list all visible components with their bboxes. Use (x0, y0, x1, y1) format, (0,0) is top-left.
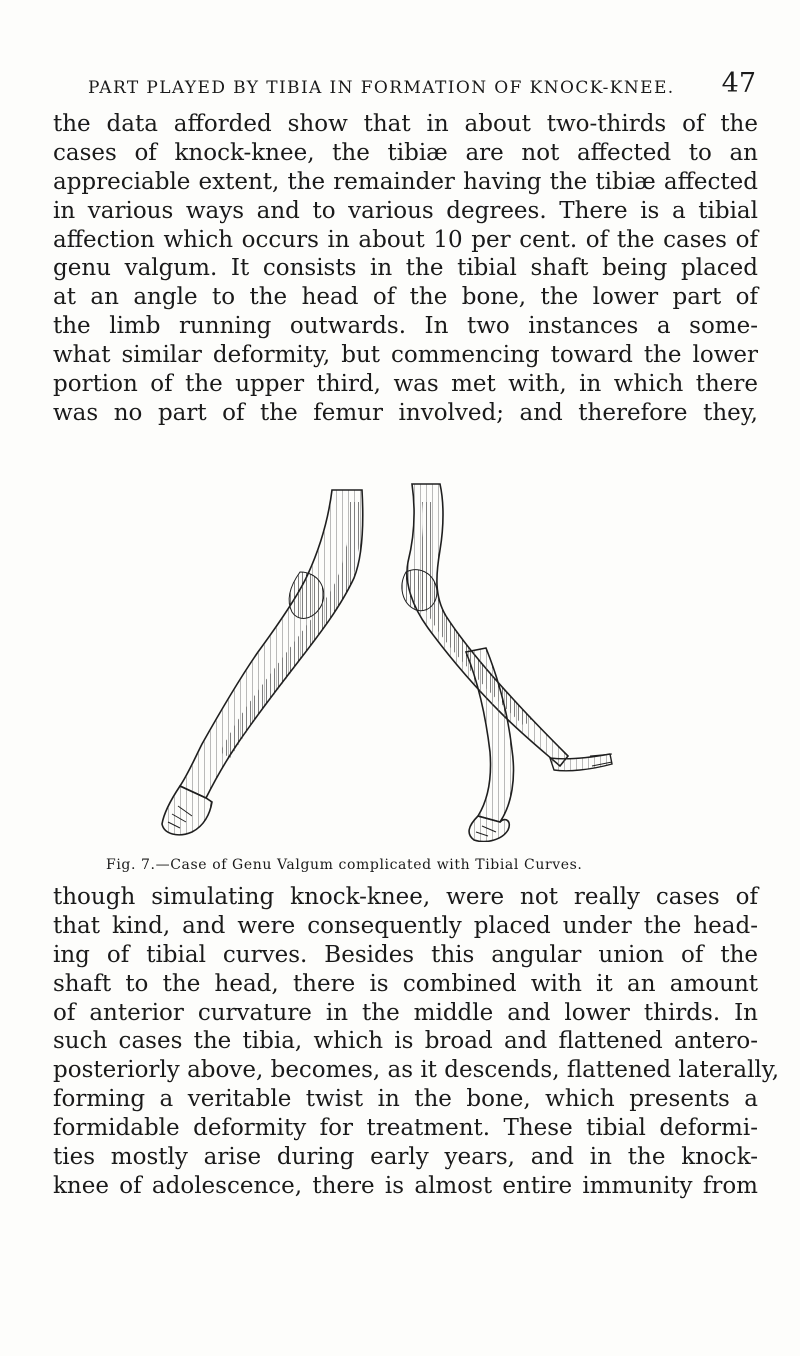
text-line: the data afforded show that in about two-thirds of the (53, 111, 758, 137)
text-line: posteriorly above, becomes, as it descends, flattened laterally, (53, 1057, 780, 1084)
text-line: at an angle to the head of the bone, the lower part of (53, 284, 758, 311)
text-line: cases of knock-knee, the tibiæ are not affected to an (53, 139, 758, 166)
running-title: PART PLAYED BY TIBIA IN FORMATION OF KNOCK-KNEE. (88, 78, 675, 98)
text-line: the limb running outwards. In two instances a some- (53, 313, 758, 340)
text-line: though simulating knock-knee, were not really cases of (53, 884, 758, 910)
running-head (88, 68, 758, 106)
figure-legs-illustration (150, 482, 630, 842)
legs-engraving-icon (150, 482, 630, 842)
text-line: knee of adolescence, there is almost entire immunity from (53, 1172, 758, 1199)
text-line: affection which occurs in about 10 per cent. of the cases of (53, 226, 758, 253)
figure-caption: Fig. 7.—Case of Genu Valgum complicated with Tibial Curves. (106, 857, 583, 873)
text-line: that kind, and were consequently placed under the head- (53, 912, 758, 939)
text-line: appreciable extent, the remainder having the tibiæ affected (53, 168, 758, 195)
text-line: ing of tibial curves. Besides this angular union of the (53, 941, 758, 968)
text-line: shaft to the head, there is combined with it an amount (53, 970, 758, 997)
text-line: portion of the upper third, was met with, in which there (53, 371, 758, 398)
text-line: ties mostly arise during early years, and in the knock- (53, 1144, 758, 1171)
text-line: genu valgum. It consists in the tibial shaft being placed (53, 255, 758, 282)
page-number: 47 (721, 68, 756, 99)
paragraph-top (53, 110, 758, 428)
left-leg-drawing (162, 490, 363, 835)
paragraph-bottom (53, 883, 780, 1201)
text-line: forming a veritable twist in the bone, which presents a (53, 1086, 758, 1113)
text-line: formidable deformity for treatment. These tibial deformi- (53, 1115, 758, 1142)
text-line: was no part of the femur involved; and therefore they, (53, 399, 758, 426)
text-line: of anterior curvature in the middle and lower thirds. In (53, 999, 758, 1026)
text-line: what similar deformity, but commencing toward the lower (53, 342, 758, 369)
text-line: in various ways and to various degrees. There is a tibial (53, 197, 758, 224)
text-line: such cases the tibia, which is broad and flattened antero- (53, 1028, 758, 1055)
right-leg-drawing (402, 484, 612, 842)
